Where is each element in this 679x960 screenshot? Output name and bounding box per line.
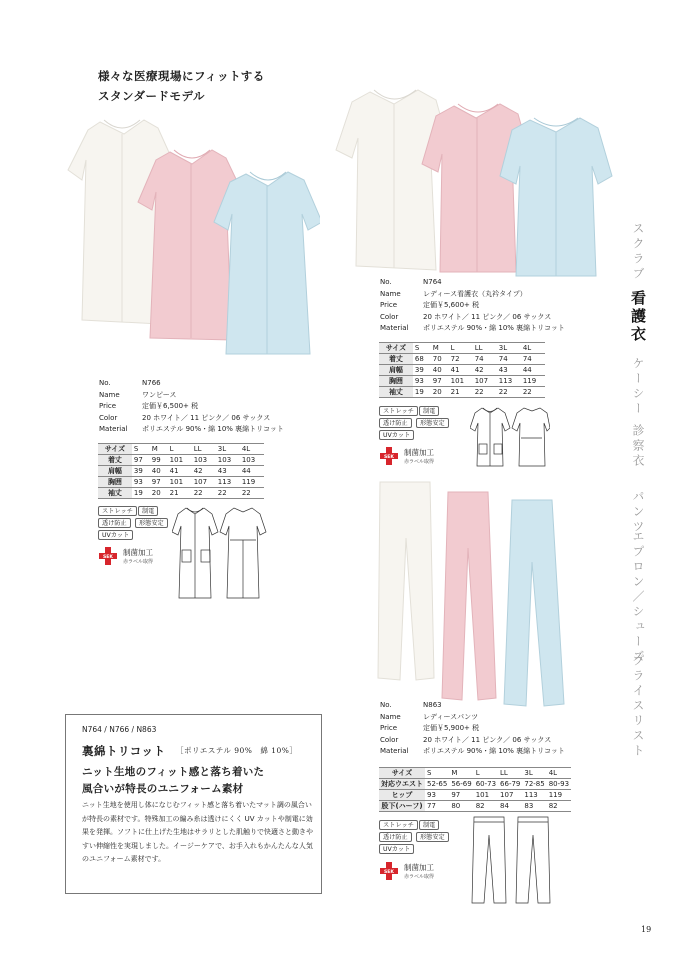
size-cell: 84	[498, 801, 522, 812]
size-cell: 74	[497, 354, 521, 365]
size-cell: 4L	[521, 343, 545, 354]
n766-line-drawing	[172, 502, 267, 602]
size-row-label: 胸囲	[379, 376, 413, 387]
size-row-label: 股下(ハーフ)	[379, 801, 425, 812]
size-cell: 113	[497, 376, 521, 387]
size-cell: 97	[150, 477, 168, 488]
fabric-composition: ［ポリエステル 90% 綿 10%］	[176, 746, 298, 755]
size-row-label: サイズ	[98, 444, 132, 455]
size-table-row	[98, 466, 264, 477]
size-cell: 119	[240, 477, 264, 488]
spec-value: 定価￥5,900+ 税	[423, 724, 480, 732]
tunic-sax	[500, 118, 612, 276]
size-cell: L	[168, 444, 192, 455]
n764-spec	[380, 277, 565, 335]
spec-value: 20 ホワイト／ 11 ピンク／ 06 サックス	[142, 413, 271, 422]
size-cell: 80	[449, 801, 473, 812]
headline-line-2: スタンダードモデル	[98, 89, 205, 103]
sek-sublabel: 赤ラベル取得	[404, 874, 435, 880]
spec-value: 20 ホワイト／ 11 ピンク／ 06 サックス	[423, 312, 552, 321]
size-row-label: サイズ	[379, 768, 425, 779]
page-headline	[98, 66, 265, 106]
spec-value: 20 ホワイト／ 11 ピンク／ 06 サックス	[423, 735, 552, 744]
size-table-row	[379, 343, 545, 354]
sek-mark-icon	[98, 546, 118, 566]
n863-spec	[380, 700, 565, 758]
size-cell: 101	[474, 790, 498, 801]
size-cell: 44	[521, 365, 545, 376]
dress-photo	[60, 110, 320, 360]
tag-uv-cut: UVカット	[98, 530, 133, 540]
size-cell: M	[449, 768, 473, 779]
pants-sax	[504, 500, 564, 706]
size-cell: 83	[522, 801, 546, 812]
spec-key: Color	[380, 735, 399, 744]
size-cell: 74	[521, 354, 545, 365]
spec-key: Price	[380, 301, 398, 309]
n764-line-drawing	[470, 404, 550, 470]
svg-text:SEK: SEK	[383, 870, 395, 876]
size-table-row	[98, 488, 264, 499]
tunic-white	[336, 90, 450, 270]
size-cell: 3L	[497, 343, 521, 354]
fabric-product-codes: N764 / N766 / N863	[82, 725, 157, 734]
tag-see-through-proof: 透け防止	[379, 418, 412, 428]
size-cell: 72-85	[524, 780, 545, 788]
n766-size-table	[98, 443, 264, 499]
size-table-row	[379, 376, 545, 387]
size-cell: 74	[473, 354, 497, 365]
spec-value: 定価￥5,600+ 税	[423, 301, 480, 309]
spec-value: ポリエステル 90%・綿 10% 裏綿トリコット	[142, 425, 284, 433]
size-row-label: 胸囲	[98, 477, 132, 488]
sek-label: 制菌加工	[404, 448, 434, 457]
tag-stretch: ストレッチ	[98, 506, 137, 516]
size-cell: 101	[168, 477, 192, 488]
size-cell: 93	[132, 477, 150, 488]
sidenav-item-pants[interactable]: パンツ	[631, 490, 645, 535]
spec-value: N764	[423, 278, 442, 286]
size-row-label: 肩幅	[379, 365, 413, 376]
pants-white	[378, 482, 434, 680]
tag-shape-stable: 形態安定	[416, 418, 449, 428]
size-table-row	[379, 801, 571, 812]
size-cell: 40	[150, 466, 168, 477]
size-cell: S	[425, 768, 449, 779]
dress-sax	[214, 172, 320, 354]
size-cell: M	[150, 444, 168, 455]
spec-key: Price	[99, 402, 117, 410]
tag-shape-stable: 形態安定	[416, 832, 449, 842]
size-cell: 103	[216, 455, 240, 466]
size-cell: 107	[473, 376, 497, 387]
size-cell: S	[413, 343, 431, 354]
size-table-row	[98, 455, 264, 466]
spec-key: Color	[99, 413, 118, 422]
spec-value: 定価￥6,500+ 税	[142, 402, 199, 410]
size-cell: 70	[431, 354, 449, 365]
size-cell: 97	[449, 790, 473, 801]
n766-spec	[99, 378, 284, 436]
spec-key: Material	[380, 324, 409, 332]
size-cell: LL	[498, 768, 522, 779]
sek-mark-icon	[379, 861, 399, 881]
sidenav-item-price-list[interactable]: プライスリスト	[631, 654, 645, 759]
size-cell: 97	[132, 455, 150, 466]
size-cell: 40	[431, 365, 449, 376]
size-row-label: 着丈	[98, 455, 132, 466]
size-cell: 43	[497, 365, 521, 376]
sidenav-item-exam-coat[interactable]: 診察衣	[631, 424, 645, 469]
fabric-description: ニット生地を使用し体になじむフィット感と落ち着いたマット調の風合いが特長の素材です。特殊加工の編み糸は透けにくく UV カットや制電に効果を発揮。ソフトに仕上げた生地はサラリとした肌触りで快適さと動きやすい伸縮性を実現しました。イージーケアで、お手入れもかんたんな人気のユニフォーム素材です。	[82, 801, 313, 863]
size-cell: 101	[168, 455, 192, 466]
size-cell: 39	[132, 466, 150, 477]
tag-uv-cut: UVカット	[379, 844, 414, 854]
n764-size-table	[379, 342, 545, 398]
size-cell: 22	[497, 387, 521, 398]
size-cell: 4L	[240, 444, 264, 455]
svg-text:SEK: SEK	[383, 455, 395, 461]
size-table-row	[98, 477, 264, 488]
size-cell: 56-69	[451, 780, 472, 788]
spec-value: レディース看護衣（丸衿タイプ）	[423, 289, 527, 298]
sidenav-item-casey[interactable]: ケーシー	[631, 357, 645, 417]
size-table-row	[379, 365, 545, 376]
size-cell: 113	[216, 477, 240, 488]
tag-see-through-proof: 透け防止	[98, 518, 131, 528]
fabric-headline	[82, 764, 264, 798]
size-cell: 93	[413, 376, 431, 387]
size-row-label: 肩幅	[98, 466, 132, 477]
size-cell: 103	[192, 455, 216, 466]
size-cell: 20	[150, 488, 168, 499]
size-cell: LL	[473, 343, 497, 354]
spec-key: No.	[380, 701, 392, 709]
sidenav-item-nurse-wear[interactable]: 看護衣	[629, 290, 647, 344]
spec-key: Price	[380, 724, 398, 732]
size-cell: 68	[413, 354, 431, 365]
size-cell: 22	[192, 488, 216, 499]
tag-antistatic: 制電	[138, 506, 158, 516]
size-table-row	[98, 444, 264, 455]
spec-value: レディースパンツ	[423, 712, 479, 721]
size-cell: LL	[192, 444, 216, 455]
n863-size-table	[379, 767, 571, 812]
size-cell: 99	[150, 455, 168, 466]
size-cell: 21	[449, 387, 473, 398]
size-cell: 3L	[522, 768, 546, 779]
size-row-label: 袖丈	[379, 387, 413, 398]
size-cell: 97	[431, 376, 449, 387]
tag-antistatic: 制電	[419, 820, 439, 830]
tag-stretch: ストレッチ	[379, 820, 418, 830]
spec-key: Name	[99, 390, 120, 399]
size-cell: 113	[522, 790, 546, 801]
pants-photo	[370, 478, 580, 708]
size-cell: 22	[521, 387, 545, 398]
sek-label: 制菌加工	[404, 863, 434, 872]
sidenav-item-apron-shoes[interactable]: エプロン／シューズ	[631, 530, 645, 665]
size-cell: 72	[449, 354, 473, 365]
tag-antistatic: 制電	[419, 406, 439, 416]
tag-see-through-proof: 透け防止	[379, 832, 412, 842]
size-cell: 43	[216, 466, 240, 477]
size-cell: 4L	[547, 768, 571, 779]
fabric-title: 裏綿トリコット	[82, 744, 166, 758]
tag-stretch: ストレッチ	[379, 406, 418, 416]
size-row-label: 対応ウエスト	[381, 780, 423, 788]
size-cell: L	[474, 768, 498, 779]
size-table-row	[379, 387, 545, 398]
size-cell: 82	[474, 801, 498, 812]
size-cell: 19	[132, 488, 150, 499]
size-row-label: サイズ	[379, 343, 413, 354]
pants-pink	[442, 492, 496, 700]
size-row-label: 着丈	[379, 354, 413, 365]
size-cell: 21	[168, 488, 192, 499]
tag-uv-cut: UVカット	[379, 430, 414, 440]
size-cell: 39	[413, 365, 431, 376]
headline-line-1: 様々な医療現場にフィットする	[98, 69, 265, 83]
size-cell: 119	[521, 376, 545, 387]
size-cell: 103	[240, 455, 264, 466]
spec-key: No.	[380, 278, 392, 286]
size-cell: 60-73	[475, 780, 497, 788]
size-cell: 66-79	[500, 780, 521, 788]
size-cell: S	[132, 444, 150, 455]
size-cell: 22	[473, 387, 497, 398]
size-table-row	[379, 779, 571, 790]
tunic-photo	[330, 76, 620, 281]
size-table-row	[379, 768, 571, 779]
size-cell: 41	[168, 466, 192, 477]
spec-key: Material	[380, 747, 409, 755]
size-cell: 77	[425, 801, 449, 812]
sek-label: 制菌加工	[123, 548, 153, 557]
fabric-headline-line-1: ニット生地のフィット感と落ち着いた	[82, 766, 265, 778]
spec-value: ポリエステル 90%・綿 10% 裏綿トリコット	[423, 747, 565, 755]
size-cell: M	[431, 343, 449, 354]
size-cell: 3L	[216, 444, 240, 455]
size-table-row	[379, 354, 545, 365]
page-number: 19	[641, 925, 652, 934]
size-cell: 42	[473, 365, 497, 376]
n863-line-drawing	[470, 815, 552, 905]
size-table-row	[379, 790, 571, 801]
sek-sublabel: 赤ラベル取得	[123, 559, 154, 565]
spec-value: N766	[142, 379, 161, 387]
size-cell: 22	[240, 488, 264, 499]
size-cell: 44	[240, 466, 264, 477]
sidenav-item-scrubs[interactable]: スクラブ	[631, 222, 645, 282]
tag-shape-stable: 形態安定	[135, 518, 168, 528]
size-cell: 119	[547, 790, 571, 801]
spec-key: Name	[380, 712, 401, 721]
spec-key: No.	[99, 379, 111, 387]
size-cell: 19	[413, 387, 431, 398]
size-cell: 80-93	[548, 780, 570, 788]
spec-key: Material	[99, 425, 128, 433]
spec-value: ワンピース	[142, 390, 177, 399]
size-cell: L	[449, 343, 473, 354]
spec-key: Color	[380, 312, 399, 321]
spec-key: Name	[380, 289, 401, 298]
svg-text:SEK: SEK	[102, 555, 114, 561]
spec-value: ポリエステル 90%・綿 10% 裏綿トリコット	[423, 324, 565, 332]
size-cell: 52-65	[427, 780, 448, 788]
size-cell: 20	[431, 387, 449, 398]
fabric-headline-line-2: 風合いが特長のユニフォーム素材	[82, 783, 244, 795]
spec-value: N863	[423, 701, 442, 709]
size-cell: 101	[449, 376, 473, 387]
size-row-label: 袖丈	[98, 488, 132, 499]
size-cell: 41	[449, 365, 473, 376]
size-cell: 42	[192, 466, 216, 477]
size-cell: 107	[192, 477, 216, 488]
size-cell: 82	[547, 801, 571, 812]
sek-sublabel: 赤ラベル取得	[404, 459, 435, 465]
size-cell: 22	[216, 488, 240, 499]
size-cell: 93	[425, 790, 449, 801]
size-row-label: ヒップ	[379, 790, 425, 801]
size-cell: 107	[498, 790, 522, 801]
sek-mark-icon	[379, 446, 399, 466]
